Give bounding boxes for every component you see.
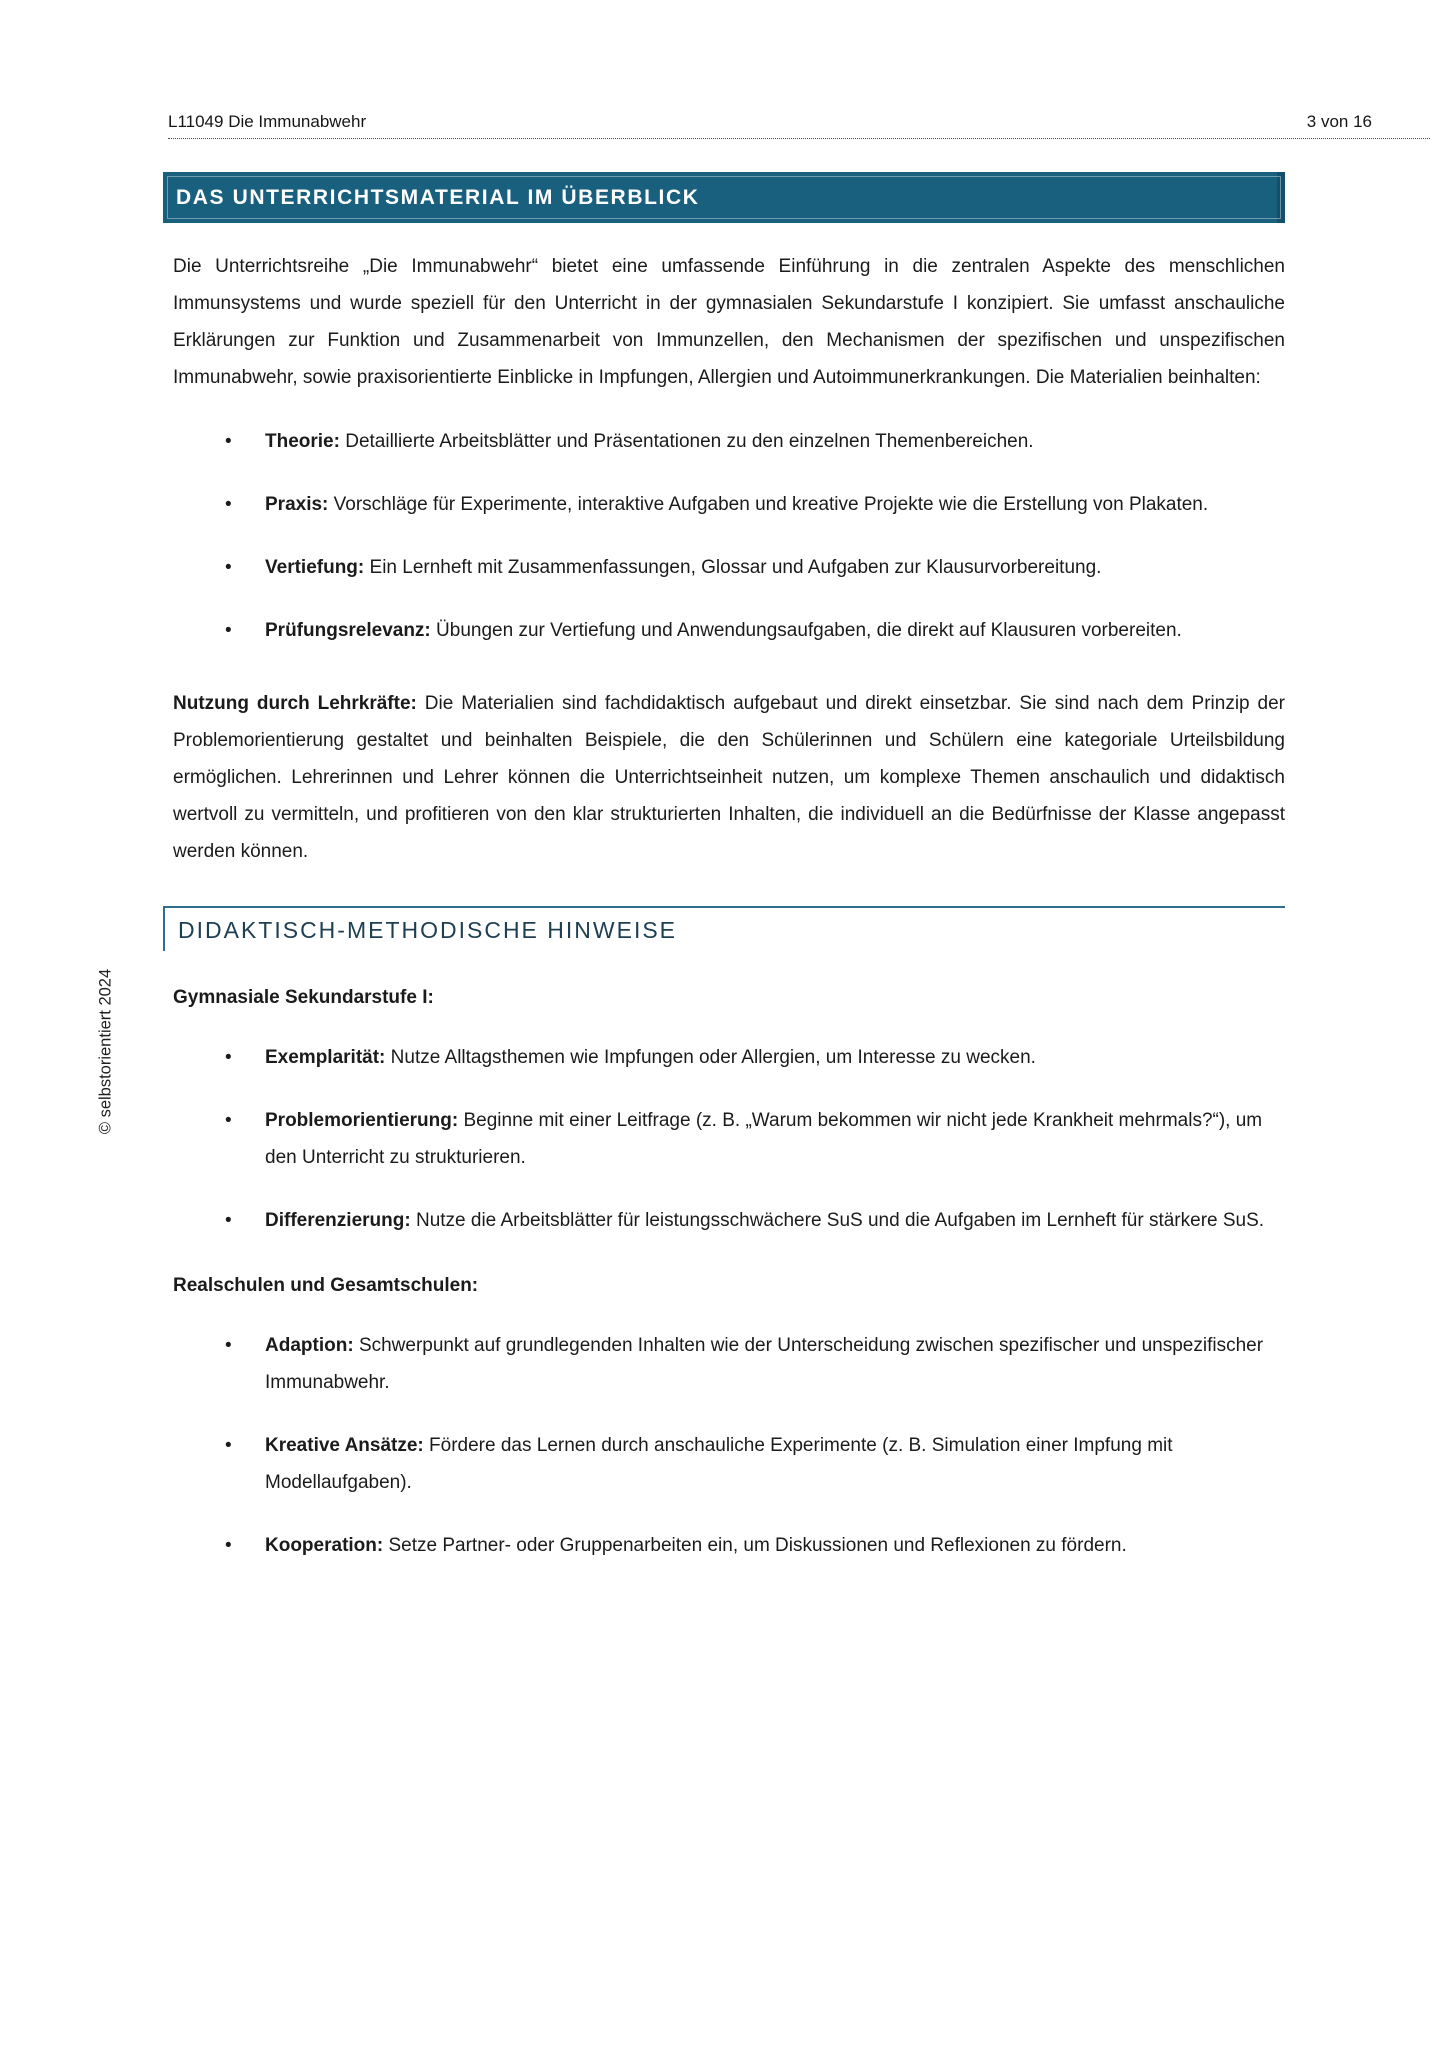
bullet-label: Prüfungsrelevanz: <box>265 620 431 641</box>
running-head-page-number: 3 von 16 <box>1306 112 1372 131</box>
page-content <box>163 172 1285 1564</box>
bullet-item-theorie <box>173 423 1285 460</box>
bullet-item-exemplaritaet <box>173 1039 1285 1076</box>
copyright-vertical-text: © selbstorientiert 2024 <box>96 968 115 1135</box>
bullet-item-pruefungsrelevanz <box>173 612 1285 649</box>
overview-section-banner <box>163 172 1285 223</box>
overview-bullet-list <box>173 423 1285 649</box>
usage-paragraph-text: Die Materialien sind fachdidaktisch aufgebaut und direkt einsetzbar. Sie sind nach dem Prinzip der Problemorientierung gestaltet und beinhalten Beispiele, die den Schülerinnen und Schülern eine kategoriale Urteilsbildung ermöglichen. Lehrerinnen und Lehrer können die Unterrichtseinheit nutzen, um komplexe Themen anschaulich und didaktisch wertvoll zu vermitteln, und profitieren von den klar strukturierten Inhalten, die individuell an die Bedürfnisse der Klasse angepasst werden können. <box>173 693 1285 862</box>
didactics-bullet-list-realschule <box>173 1327 1285 1564</box>
bullet-item-kreative-ansaetze <box>173 1427 1285 1501</box>
overview-section-title: DAS UNTERRICHTSMATERIAL IM ÜBERBLICK <box>176 185 700 209</box>
bullet-item-adaption <box>173 1327 1285 1401</box>
bullet-label: Differenzierung: <box>265 1210 411 1231</box>
bullet-text: Beginne mit einer Leitfrage (z. B. „Warum bekommen wir nicht jede Krankheit mehrmals?“), um den Unterricht zu strukturieren. <box>265 1110 1263 1168</box>
subheading-gymnasiale-sekundarstufe: Gymnasiale Sekundarstufe I: <box>173 987 434 1008</box>
usage-paragraph <box>173 685 1285 870</box>
bullet-label: Praxis: <box>265 494 329 515</box>
bullet-label: Adaption: <box>265 1335 354 1356</box>
bullet-text: Detaillierte Arbeitsblätter und Präsentationen zu den einzelnen Themenbereichen. <box>345 431 1034 452</box>
bullet-item-vertiefung <box>173 549 1285 586</box>
didactics-section-heading <box>163 906 1285 951</box>
bullet-text: Vorschläge für Experimente, interaktive Aufgaben und kreative Projekte wie die Erstellung von Plakaten. <box>333 494 1209 515</box>
bullet-text: Nutze Alltagsthemen wie Impfungen oder Allergien, um Interesse zu wecken. <box>390 1047 1036 1068</box>
bullet-label: Kooperation: <box>265 1535 384 1556</box>
didactics-section-title: DIDAKTISCH-METHODISCHE HINWEISE <box>178 917 678 943</box>
bullet-label: Theorie: <box>265 431 340 452</box>
bullet-item-problemorientierung <box>173 1102 1285 1176</box>
didactics-bullet-list-gymnasium <box>173 1039 1285 1239</box>
bullet-text: Nutze die Arbeitsblätter für leistungsschwächere SuS und die Aufgaben im Lernheft für stärkere SuS. <box>415 1210 1265 1231</box>
bullet-text: Fördere das Lernen durch anschauliche Experimente (z. B. Simulation einer Impfung mit Modellaufgaben). <box>265 1435 1173 1493</box>
bullet-label: Exemplarität: <box>265 1047 386 1068</box>
running-head-title: L11049 Die Immunabwehr <box>168 112 367 131</box>
bullet-item-praxis <box>173 486 1285 523</box>
overview-intro-paragraph: Die Unterrichtsreihe „Die Immunabwehr“ bietet eine umfassende Einführung in die zentralen Aspekte des menschlichen Immunsystems und wurde speziell für den Unterricht in der gymnasialen Sekundarstufe I konzipiert. Sie umfasst anschauliche Erklärungen zur Funktion und Zusammenarbeit von Immunzellen, den Mechanismen der spezifischen und unspezifischen Immunabwehr, sowie praxisorientierte Einblicke in Impfungen, Allergien und Autoimmunerkrankungen. Die Materialien beinhalten: <box>173 256 1285 388</box>
bullet-text: Schwerpunkt auf grundlegenden Inhalten wie der Unterscheidung zwischen spezifischer und unspezifischer Immunabwehr. <box>265 1335 1264 1393</box>
bullet-text: Ein Lernheft mit Zusammenfassungen, Glossar und Aufgaben zur Klausurvorbereitung. <box>369 557 1102 578</box>
bullet-item-differenzierung <box>173 1202 1285 1239</box>
running-head <box>168 112 1430 139</box>
subheading-realschulen-gesamtschulen: Realschulen und Gesamtschulen: <box>173 1275 479 1296</box>
bullet-label: Problemorientierung: <box>265 1110 459 1131</box>
bullet-label: Vertiefung: <box>265 557 365 578</box>
bullet-item-kooperation <box>173 1527 1285 1564</box>
usage-paragraph-label: Nutzung durch Lehrkräfte: <box>173 693 417 714</box>
bullet-text: Übungen zur Vertiefung und Anwendungsaufgaben, die direkt auf Klausuren vorbereiten. <box>436 620 1182 641</box>
bullet-text: Setze Partner- oder Gruppenarbeiten ein, um Diskussionen und Reflexionen zu fördern. <box>388 1535 1127 1556</box>
bullet-label: Kreative Ansätze: <box>265 1435 424 1456</box>
